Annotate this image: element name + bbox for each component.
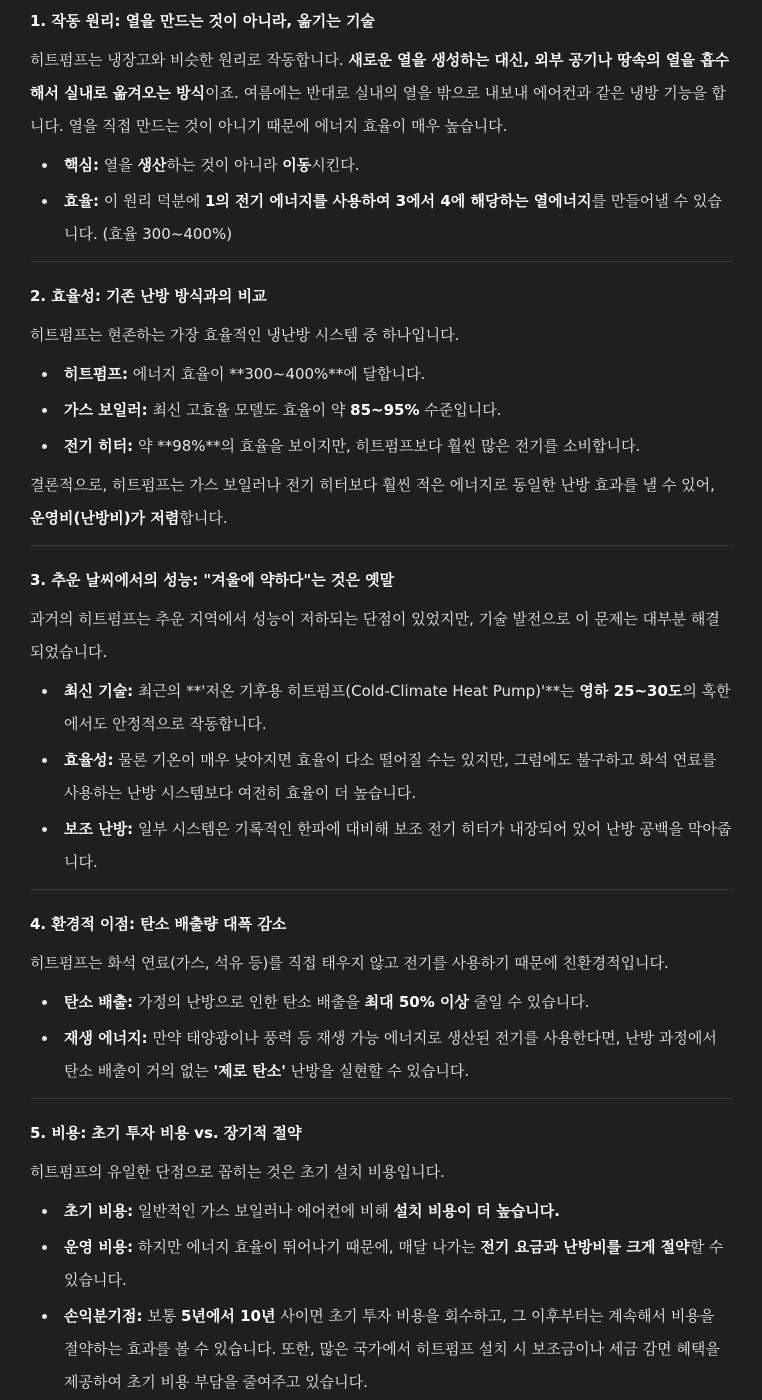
list-item	[30, 358, 733, 391]
text-run: 일반적인 가스 보일러나 에어컨에 비해	[133, 1202, 394, 1220]
bold-text: 핵심:	[64, 156, 99, 174]
text-run: 를 만들어낼 수 있습니다. (효율 300~400%)	[64, 192, 722, 243]
bold-text: 운영 비용:	[64, 1238, 134, 1256]
text-run: 약 **98%**의 효율을 보이지만, 히트펌프보다 훨씬 많은 전기를 소비합니다.	[133, 437, 641, 455]
bold-text: 효율:	[64, 192, 99, 210]
paragraph	[30, 1156, 733, 1189]
text-run: 최신 고효율 모델도 효율이 약	[147, 401, 351, 419]
paragraph	[30, 947, 733, 980]
text-run: 하는 것이 아니라	[166, 156, 283, 174]
text-run: 최근의 **'저온 기후용 히트펌프(Cold-Climate Heat Pump)'**는	[133, 682, 580, 700]
bold-text: 운영비(난방비)가 저렴	[30, 509, 180, 527]
list-item	[30, 744, 733, 810]
bold-text: 초기 비용:	[64, 1202, 134, 1220]
bullet-list	[30, 149, 733, 251]
list-item	[30, 430, 733, 463]
section-cost	[30, 1111, 733, 1399]
section-heading: 4. 환경적 이점: 탄소 배출량 대폭 감소	[30, 915, 287, 933]
section-heading: 5. 비용: 초기 투자 비용 vs. 장기적 절약	[30, 1124, 302, 1142]
list-item	[30, 1022, 733, 1088]
text-run: 히트펌프는 화석 연료(가스, 석유 등)를 직접 태우지 않고 전기를 사용하기 때문에 친환경적입니다.	[30, 954, 669, 972]
bold-text: 설치 비용이 더 높습니다.	[393, 1202, 560, 1220]
section-efficiency	[30, 274, 733, 535]
bold-text: 보조 난방:	[64, 820, 134, 838]
list-item	[30, 1195, 733, 1228]
list-item	[30, 1231, 733, 1297]
text-run: 일부 시스템은 기록적인 한파에 대비해 보조 전기 히터가 내장되어 있어 난방 공백을 막아줍니다.	[64, 820, 732, 871]
bold-text: 생산	[137, 156, 167, 174]
text-run: 이죠. 여름에는 반대로 실내의 열을 밖으로 내보내 에어컨과 같은 냉방 기능을 합니다. 열을 직접 만드는 것이 아니기 때문에 에너지 효율이 매우 높습니다.	[30, 84, 726, 135]
list-item	[30, 1300, 733, 1399]
text-run: 결론적으로, 히트펌프는 가스 보일러나 전기 히터보다 훨씬 적은 에너지로 동일한 난방 효과를 낼 수 있어,	[30, 476, 715, 494]
bold-text: 최대 50% 이상	[364, 993, 469, 1011]
text-run: 보통	[142, 1307, 181, 1325]
text-run: 가정의 난방으로 인한 탄소 배출을	[133, 993, 365, 1011]
divider	[30, 1098, 733, 1099]
bold-text: 히트펌프:	[64, 365, 128, 383]
paragraph	[30, 603, 733, 669]
text-run: 히트펌프는 현존하는 가장 효율적인 냉난방 시스템 중 하나입니다.	[30, 326, 460, 344]
text-run: 열을	[98, 156, 138, 174]
section-heading: 2. 효율성: 기존 난방 방식과의 비교	[30, 287, 267, 305]
bold-text: 이동	[282, 156, 312, 174]
bullet-list	[30, 358, 733, 463]
paragraph	[30, 319, 733, 352]
list-item	[30, 813, 733, 879]
section-environment	[30, 902, 733, 1088]
bold-text: 새로운 열을 생성하는 대신, 외부 공기나 땅속의 열을 흡수해서 실내로 옮겨오는 방식	[30, 51, 730, 102]
text-run: 의 혹한에서도 안정적으로 작동합니다.	[64, 682, 731, 733]
text-run: 할 수 있습니다.	[64, 1238, 724, 1289]
list-item	[30, 675, 733, 741]
bold-text: 영하 25~30도	[579, 682, 683, 700]
bold-text: '제로 탄소'	[213, 1062, 286, 1080]
text-run: 시킨다.	[311, 156, 360, 174]
bold-text: 5년에서 10년	[180, 1307, 276, 1325]
divider	[30, 261, 733, 262]
text-run: 만약 태양광이나 풍력 등 재생 가능 에너지로 생산된 전기를 사용한다면, 난방 과정에서 탄소 배출이 거의 없는	[64, 1029, 717, 1080]
text-run: 과거의 히트펌프는 추운 지역에서 성능이 저하되는 단점이 있었지만, 기술 발전으로 이 문제는 대부분 해결되었습니다.	[30, 610, 720, 661]
text-run: 히트펌프는 냉장고와 비슷한 원리로 작동합니다.	[30, 51, 349, 69]
bold-text: 최신 기술:	[64, 682, 134, 700]
text-run: 히트펌프의 유일한 단점으로 꼽히는 것은 초기 설치 비용입니다.	[30, 1163, 445, 1181]
list-item	[30, 149, 733, 182]
text-run: 물론 기온이 매우 낮아지면 효율이 다소 떨어질 수는 있지만, 그럼에도 불구하고 화석 연료를 사용하는 난방 시스템보다 여전히 효율이 더 높습니다.	[64, 751, 717, 802]
bullet-list	[30, 1195, 733, 1399]
section-working-principle	[30, 0, 733, 251]
section-heading: 1. 작동 원리: 열을 만드는 것이 아니라, 옮기는 기술	[30, 12, 375, 30]
text-run: 이 원리 덕분에	[98, 192, 205, 210]
bold-text: 손익분기점:	[64, 1307, 143, 1325]
bold-text: 재생 에너지:	[64, 1029, 148, 1047]
list-item	[30, 394, 733, 427]
divider	[30, 545, 733, 546]
bold-text: 전기 요금과 난방비를 크게 절약	[480, 1238, 690, 1256]
list-item	[30, 185, 733, 251]
paragraph	[30, 44, 733, 143]
divider	[30, 889, 733, 890]
conclusion-paragraph	[30, 469, 733, 535]
bullet-list	[30, 986, 733, 1088]
bold-text: 85~95%	[350, 401, 420, 419]
text-run: 난방을 실현할 수 있습니다.	[285, 1062, 470, 1080]
text-run: 에너지 효율이 **300~400%**에 달합니다.	[127, 365, 426, 383]
text-run: 줄일 수 있습니다.	[468, 993, 590, 1011]
text-run: 사이면 초기 투자 비용을 회수하고, 그 이후부터는 계속해서 비용을 절약하는 효과를 볼 수 있습니다. 또한, 많은 국가에서 히트펌프 설치 시 보조금이나 세금 감면 혜택을 제공하여 초기 비용 부담을 줄여주고 있습니다.	[64, 1307, 720, 1391]
bold-text: 가스 보일러:	[64, 401, 148, 419]
bold-text: 1의 전기 에너지를 사용하여 3에서 4에 해당하는 열에너지	[205, 192, 592, 210]
section-cold-weather	[30, 558, 733, 879]
bold-text: 탄소 배출:	[64, 993, 134, 1011]
bullet-list	[30, 675, 733, 879]
list-item	[30, 986, 733, 1019]
text-run: 하지만 에너지 효율이 뛰어나기 때문에, 매달 나가는	[133, 1238, 481, 1256]
text-run: 수준입니다.	[419, 401, 502, 419]
section-heading: 3. 추운 날씨에서의 성능: "겨울에 약하다"는 것은 옛말	[30, 571, 395, 589]
bold-text: 효율성:	[64, 751, 114, 769]
text-run: 합니다.	[179, 509, 228, 527]
bold-text: 전기 히터:	[64, 437, 134, 455]
